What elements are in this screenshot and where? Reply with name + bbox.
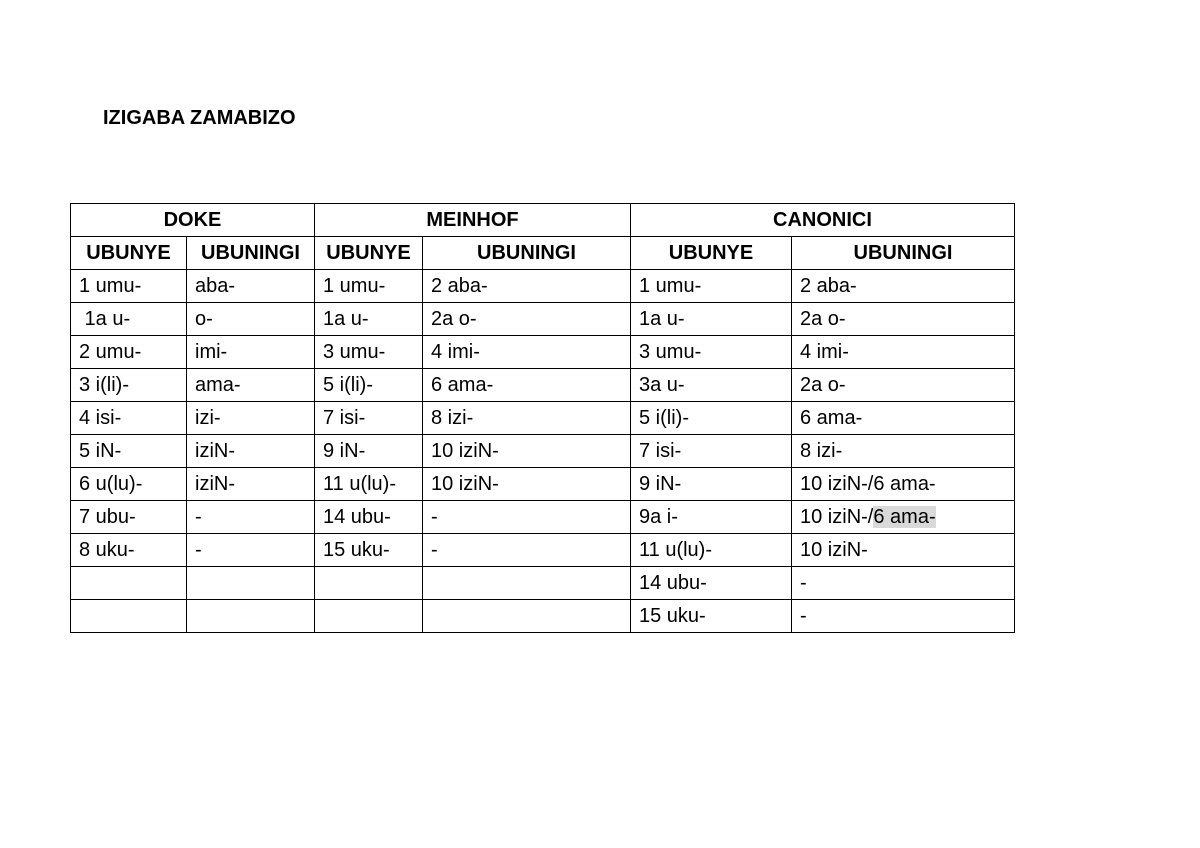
table-body bbox=[71, 270, 1015, 633]
table-cell: 3 umu- bbox=[315, 336, 423, 369]
highlighted-text: 6 ama- bbox=[873, 506, 936, 528]
table-cell: 15 uku- bbox=[631, 600, 792, 633]
table-cell: 5 i(li)- bbox=[631, 402, 792, 435]
subheader-ubuningi: UBUNINGI bbox=[187, 237, 315, 270]
table-cell: o- bbox=[187, 303, 315, 336]
table-cell: 14 ubu- bbox=[631, 567, 792, 600]
table-cell: - bbox=[792, 600, 1015, 633]
table-cell: - bbox=[187, 501, 315, 534]
table-cell: - bbox=[187, 534, 315, 567]
table-cell: 10 iziN- bbox=[792, 534, 1015, 567]
subheader-ubunye: UBUNYE bbox=[631, 237, 792, 270]
table-row bbox=[71, 468, 1015, 501]
table-cell: iziN- bbox=[187, 435, 315, 468]
table-cell bbox=[71, 600, 187, 633]
table-cell: 6 u(lu)- bbox=[71, 468, 187, 501]
table-cell: 3a u- bbox=[631, 369, 792, 402]
table-cell: 6 ama- bbox=[423, 369, 631, 402]
table-cell: iziN- bbox=[187, 468, 315, 501]
table-cell: 11 u(lu)- bbox=[631, 534, 792, 567]
table-cell: - bbox=[423, 501, 631, 534]
table-cell: 1a u- bbox=[71, 303, 187, 336]
subheader-row bbox=[71, 237, 1015, 270]
table-cell bbox=[187, 600, 315, 633]
table-cell: 8 izi- bbox=[792, 435, 1015, 468]
table-cell: 4 imi- bbox=[423, 336, 631, 369]
table-cell: 1 umu- bbox=[71, 270, 187, 303]
table-cell: 7 isi- bbox=[315, 402, 423, 435]
table-cell: 2a o- bbox=[792, 303, 1015, 336]
subheader-ubuningi: UBUNINGI bbox=[423, 237, 631, 270]
table-cell: 2 aba- bbox=[792, 270, 1015, 303]
table-cell: 10 iziN-/6 ama- bbox=[792, 468, 1015, 501]
table-cell: 14 ubu- bbox=[315, 501, 423, 534]
group-header-canonici: CANONICI bbox=[631, 204, 1015, 237]
table-row bbox=[71, 435, 1015, 468]
table-cell: 8 uku- bbox=[71, 534, 187, 567]
table-cell: ama- bbox=[187, 369, 315, 402]
table-row bbox=[71, 501, 1015, 534]
table-cell: - bbox=[423, 534, 631, 567]
table-cell: 2 umu- bbox=[71, 336, 187, 369]
table-cell: 7 isi- bbox=[631, 435, 792, 468]
group-header-doke: DOKE bbox=[71, 204, 315, 237]
table-cell: izi- bbox=[187, 402, 315, 435]
table-row bbox=[71, 303, 1015, 336]
subheader-ubunye: UBUNYE bbox=[315, 237, 423, 270]
table-cell: 1 umu- bbox=[315, 270, 423, 303]
table-cell: imi- bbox=[187, 336, 315, 369]
document-title: IZIGABA ZAMABIZO bbox=[103, 107, 296, 129]
table-cell: 9 iN- bbox=[631, 468, 792, 501]
table-cell: aba- bbox=[187, 270, 315, 303]
cell-text: 10 iziN-/ bbox=[800, 506, 874, 528]
table-cell: 2 aba- bbox=[423, 270, 631, 303]
table-cell bbox=[315, 567, 423, 600]
table-row bbox=[71, 336, 1015, 369]
table-cell: 9 iN- bbox=[315, 435, 423, 468]
table-cell bbox=[187, 567, 315, 600]
table-cell: 10 iziN- bbox=[423, 435, 631, 468]
table-cell: 8 izi- bbox=[423, 402, 631, 435]
subheader-ubunye: UBUNYE bbox=[71, 237, 187, 270]
table-cell bbox=[423, 600, 631, 633]
table-row bbox=[71, 600, 1015, 633]
table-row bbox=[71, 567, 1015, 600]
table-cell: 2a o- bbox=[423, 303, 631, 336]
table-cell: 1a u- bbox=[315, 303, 423, 336]
table-cell bbox=[423, 567, 631, 600]
table-cell: 15 uku- bbox=[315, 534, 423, 567]
table-cell: 5 i(li)- bbox=[315, 369, 423, 402]
table-cell: 1a u- bbox=[631, 303, 792, 336]
group-header-meinhof: MEINHOF bbox=[315, 204, 631, 237]
table-cell: 3 umu- bbox=[631, 336, 792, 369]
group-header-row bbox=[71, 204, 1015, 237]
table-row bbox=[71, 534, 1015, 567]
table-cell bbox=[71, 567, 187, 600]
table-cell: 3 i(li)- bbox=[71, 369, 187, 402]
table-cell: 2a o- bbox=[792, 369, 1015, 402]
table-cell bbox=[315, 600, 423, 633]
table-cell: 1 umu- bbox=[631, 270, 792, 303]
table-cell: - bbox=[792, 567, 1015, 600]
table-cell: 7 ubu- bbox=[71, 501, 187, 534]
table-cell: 10 iziN- bbox=[423, 468, 631, 501]
table-cell: 5 iN- bbox=[71, 435, 187, 468]
table-cell: 9a i- bbox=[631, 501, 792, 534]
table-cell: 4 imi- bbox=[792, 336, 1015, 369]
table-cell bbox=[792, 501, 1015, 534]
table-row bbox=[71, 402, 1015, 435]
table-cell: 11 u(lu)- bbox=[315, 468, 423, 501]
noun-class-table bbox=[70, 203, 1015, 633]
table-row bbox=[71, 369, 1015, 402]
table-row bbox=[71, 270, 1015, 303]
subheader-ubuningi: UBUNINGI bbox=[792, 237, 1015, 270]
table-cell: 6 ama- bbox=[792, 402, 1015, 435]
table-cell: 4 isi- bbox=[71, 402, 187, 435]
